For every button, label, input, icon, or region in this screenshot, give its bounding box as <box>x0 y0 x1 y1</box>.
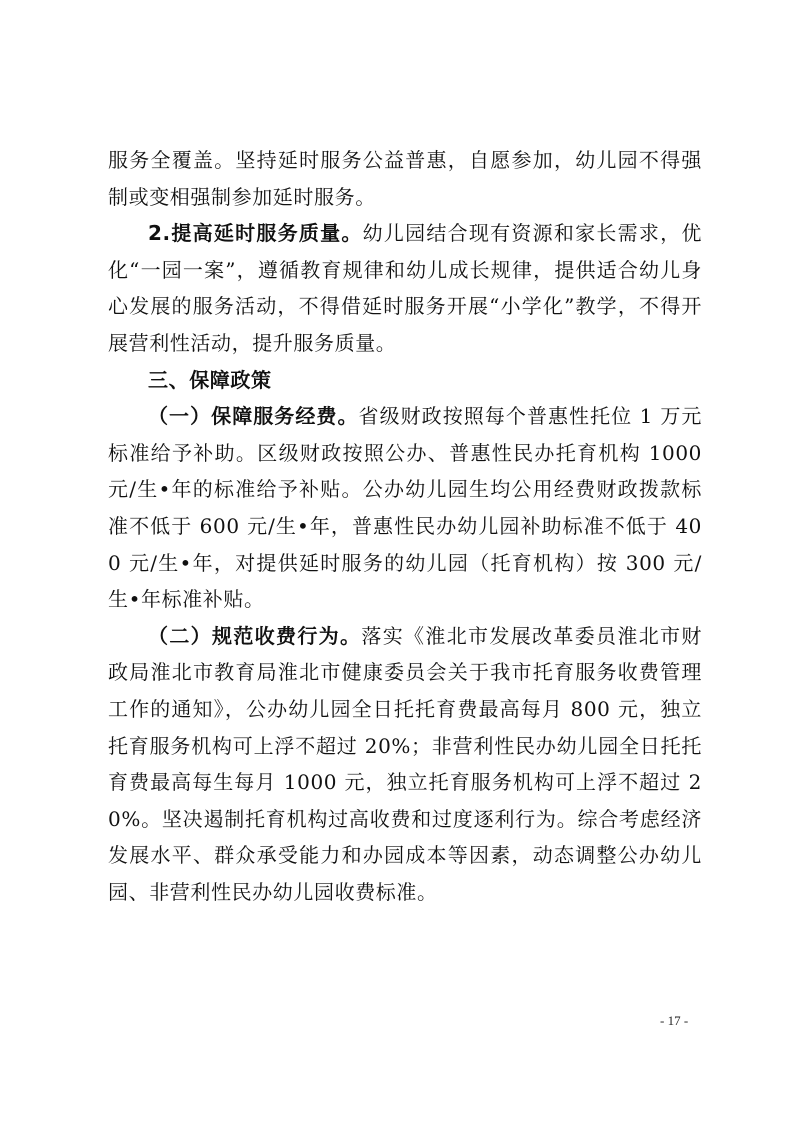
paragraph-title: （二）规范收费行为。 <box>148 623 362 648</box>
paragraph-service-coverage <box>108 142 702 215</box>
page-number: - 17 - <box>660 1013 689 1028</box>
section-heading-guarantee-policy: 三、保障政策 <box>148 367 272 392</box>
paragraph-title: （一）保障服务经费。 <box>148 404 359 429</box>
paragraph-service-funding <box>108 398 702 618</box>
paragraph-improve-quality <box>108 215 702 361</box>
paragraph-fee-regulation <box>108 618 702 911</box>
paragraph-text: 落实《淮北市发展改革委员淮北市财政局淮北市教育局淮北市健康委员会关于我市托育服务收费管理工作的通知》，公办幼儿园全日托托育费最高每月 800 元，独立托育服务机构可上浮不超过 20%；非营利性民办幼儿园全日托托育费最高每生每月 1000 元，独立托育服务机构可上浮不超过 20%。坚决遏制托育机构过高收费和过度逐利行为。综合考虑经济发展水平、群众承受能力和办园成本等因素，动态调整公办幼儿园、非营利性民办幼儿园收费标准。 <box>108 623 702 904</box>
paragraph-text: 服务全覆盖。坚持延时服务公益普惠，自愿参加，幼儿园不得强制或变相强制参加延时服务。 <box>108 148 702 209</box>
paragraph-text: 省级财政按照每个普惠性托位 1 万元标准给予补助。区级财政按照公办、普惠性民办托育机构 1000 元/生•年的标准给予补贴。公办幼儿园生均公用经费财政拨款标准不低于 600 元/生•年，普惠性民办幼儿园补助标准不低于 400 元/生•年，对提供延时服务的幼儿园（托育机构）按 300 元/生•年标准补贴。 <box>108 404 703 612</box>
paragraph-title: 2.提高延时服务质量。 <box>148 221 363 246</box>
document-body <box>108 142 702 910</box>
paragraph-text: 幼儿园结合现有资源和家长需求，优化“一园一案”，遵循教育规律和幼儿成长规律，提供适合幼儿身心发展的服务活动，不得借延时服务开展“小学化”教学，不得开展营利性活动，提升服务质量。 <box>108 221 702 355</box>
